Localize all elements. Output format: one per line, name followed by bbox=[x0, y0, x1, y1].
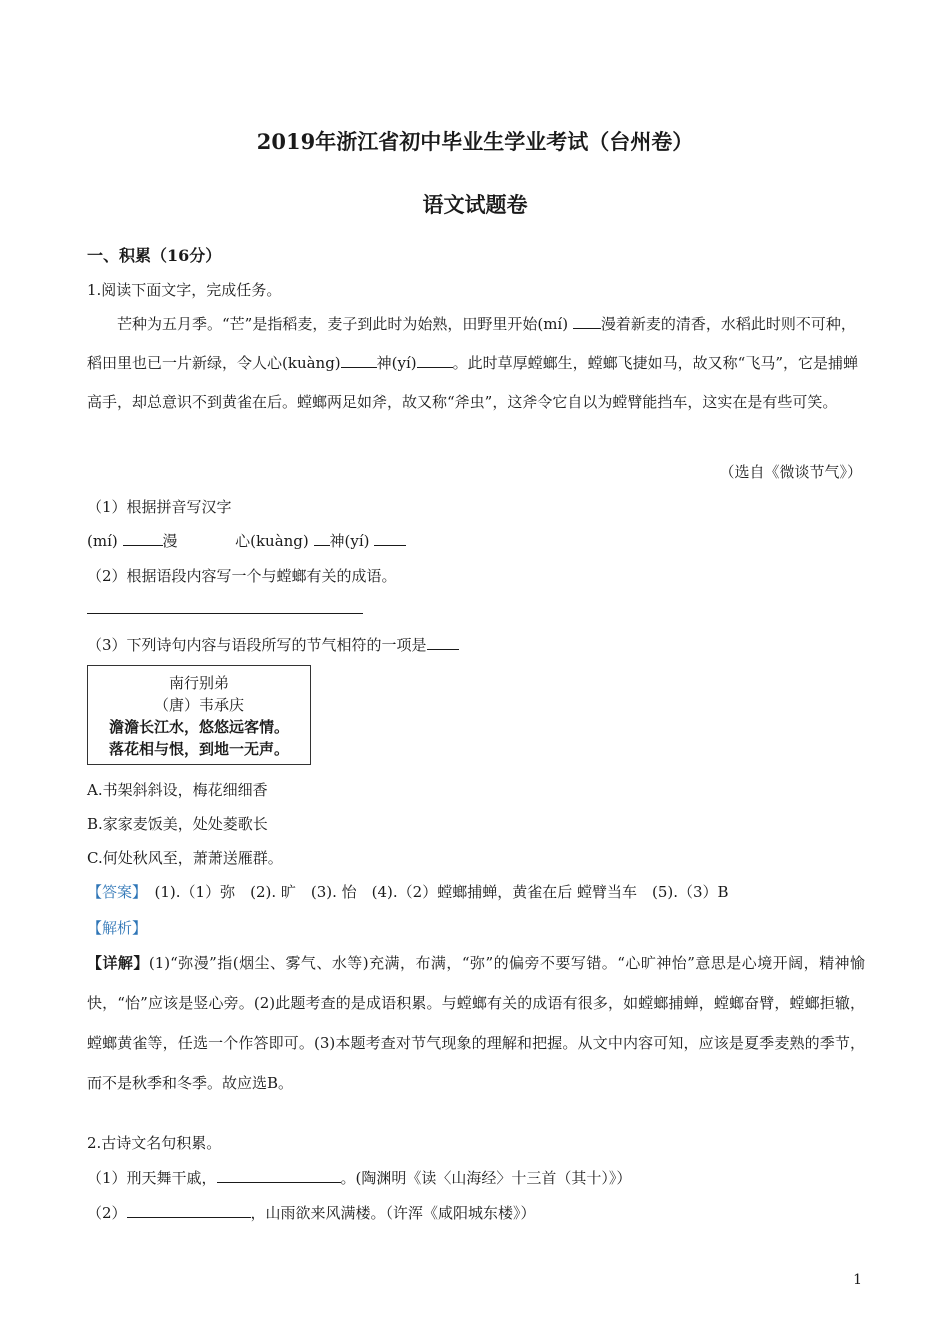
question-2-prompt: 2.古诗文名句积累。 bbox=[87, 1134, 222, 1152]
answer-blank[interactable] bbox=[427, 635, 459, 650]
page-number: 1 bbox=[853, 1272, 862, 1288]
answer-blank[interactable] bbox=[374, 531, 406, 546]
item-text: 。(陶渊明《读〈山海经〉十三首（其十）》） bbox=[340, 1169, 632, 1187]
page-subtitle: 语文试题卷 bbox=[422, 192, 528, 217]
blank-yi[interactable] bbox=[417, 353, 453, 368]
answer-tag: 【答案】 bbox=[87, 883, 140, 901]
page-title: 2019年浙江省初中毕业生学业考试（台州卷） bbox=[256, 129, 694, 154]
answer-blank[interactable] bbox=[127, 1203, 251, 1218]
poem-line: 落花相与恨，到地一无声。 bbox=[108, 740, 289, 758]
analysis-tag: 【解析】 bbox=[87, 919, 148, 937]
blank-mi[interactable] bbox=[573, 314, 601, 329]
sub-question-1: （1）根据拼音写汉字 bbox=[87, 498, 232, 516]
pinyin-mi: (mí) bbox=[87, 532, 118, 550]
option-c: C.何处秋风至，萧萧送雁群。 bbox=[87, 849, 283, 867]
detail-tag: 【详解】 bbox=[87, 954, 149, 972]
detail-text: (1)“弥漫”指(烟尘、雾气、水等)充满，布满，“弥”的偏旁不要写错。“心旷神怡”意思是心境开阔，精神愉快，“怡”应该是竖心旁。(2)此题考查的是成语积累。与螳螂有关的成语有很多，如螳螂捕蝉，螳螂奋臂，螳螂拒辙，螳螂黄雀等，任选一个作答即可。(3)本题考查对节气现象的理解和把握。从文中内容可知，应该是夏季麦熟的季节，而不是秋季和冬季。故应选B。 bbox=[87, 954, 865, 1092]
pinyin-kuang: 心(kuàng) bbox=[235, 532, 309, 550]
answer-line-text bbox=[87, 881, 729, 902]
answer-line[interactable] bbox=[87, 613, 363, 614]
passage-text: 芒种为五月季。“芒”是指稻麦，麦子到此时为始熟，田野里开始(mí) bbox=[117, 315, 569, 333]
question-2-item-2 bbox=[87, 1202, 536, 1223]
poem-title: 南行别弟 bbox=[168, 674, 229, 692]
pinyin-mi-suffix: 漫 bbox=[162, 532, 178, 550]
passage-paragraph bbox=[87, 305, 865, 422]
answer-blank[interactable] bbox=[123, 531, 163, 546]
answer-blank[interactable] bbox=[217, 1168, 341, 1183]
option-b: B.家家麦饭美，处处菱歌长 bbox=[87, 815, 268, 833]
passage-text: 。此时草厚螳螂生，螳螂飞捷如马，故又称“飞马”，它是捕蝉高手，却总意识不到黄雀在后。螳螂两足如斧，故又称“斧虫”，这斧令它自以为螳臂能挡车，这实在是有些可笑。 bbox=[87, 354, 858, 411]
item-text: （2） bbox=[87, 1204, 127, 1222]
passage-text: 神(yí) bbox=[376, 354, 417, 372]
pinyin-yi: 神(yí) bbox=[329, 532, 370, 550]
poem-line: 澹澹长江水，悠悠远客情。 bbox=[108, 718, 289, 736]
detailed-explanation bbox=[87, 943, 865, 1103]
poem-author: （唐）韦承庆 bbox=[153, 696, 244, 714]
passage-source: （选自《微谈节气》） bbox=[719, 463, 862, 481]
reading-passage bbox=[87, 305, 865, 422]
sub-question-2: （2）根据语段内容写一个与螳螂有关的成语。 bbox=[87, 567, 397, 585]
item-text: （1）刑天舞干戚， bbox=[87, 1169, 217, 1187]
option-a: A.书架斜斜设，梅花细细香 bbox=[87, 781, 268, 799]
sub-question-3-text: （3）下列诗句内容与语段所写的节气相符的一项是 bbox=[87, 636, 427, 654]
question-2-item-1 bbox=[87, 1167, 631, 1188]
item-text: ，山雨欲来风满楼。（许浑《咸阳城东楼》） bbox=[250, 1204, 536, 1222]
poem-box bbox=[87, 665, 311, 765]
answer-text: (1).（1）弥 (2). 旷 (3). 怡 (4).（2）螳螂捕蝉，黄雀在后 螳臂当车 (5).（3）B bbox=[154, 883, 729, 901]
blank-kuang[interactable] bbox=[341, 353, 377, 368]
question-1-prompt: 1.阅读下面文字，完成任务。 bbox=[87, 281, 282, 299]
sub-question-3 bbox=[87, 634, 459, 655]
pinyin-row bbox=[87, 530, 406, 551]
section-heading: 一、积累（16分） bbox=[87, 246, 222, 265]
passage-text: 漫着新麦的清香，水稻此时则不可种，稻田里也已一片新绿，令人心(kuàng) bbox=[87, 315, 856, 372]
answer-blank[interactable] bbox=[314, 531, 330, 546]
